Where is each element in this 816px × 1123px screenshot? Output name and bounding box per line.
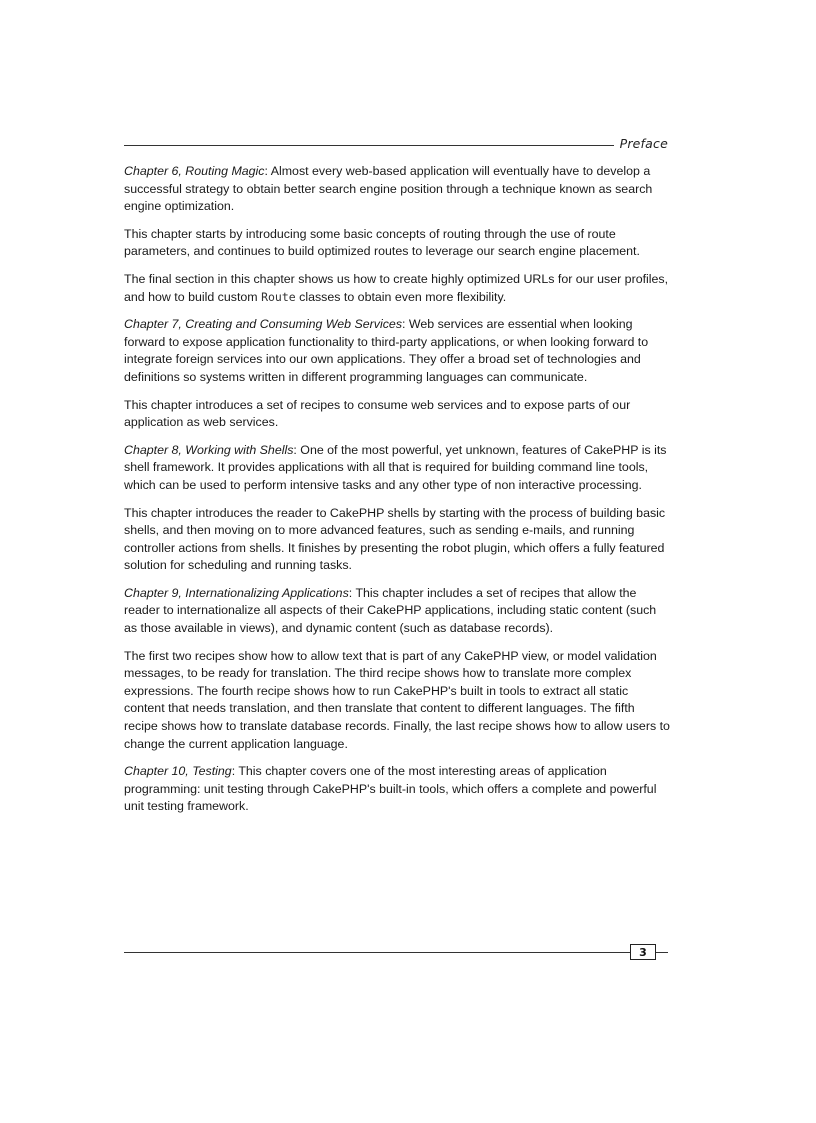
header-rule [124, 145, 614, 146]
header-title: Preface [619, 135, 668, 151]
chapter-6-title: Chapter 6, Routing Magic [124, 164, 265, 178]
chapter-7-title: Chapter 7, Creating and Consuming Web Services [124, 317, 403, 332]
paragraph-chapter-6-final [124, 271, 670, 306]
paragraph-chapter-9 [124, 585, 670, 638]
paragraph-chapter-7-intro [124, 397, 670, 432]
paragraph-chapter-8-intro [124, 505, 670, 575]
chapter-6-final-text-before: The final section in this chapter shows us how to create highly optimized URLs for our user profiles, and how to build custom [124, 271, 669, 304]
chapter-10-title: Chapter 10, Testing [124, 764, 232, 779]
chapter-10-description: : This chapter covers one of the most interesting areas of application programming: unit testing through CakePHP's built-in tools, which offers a complete and powerful unit testing framework. [124, 764, 657, 814]
footer-rule-tail [656, 952, 668, 953]
chapter-6-description: : Almost every web-based application will eventually have to develop a successful strategy to obtain better search engine position through a technique known as search engine optimization. [124, 164, 653, 214]
paragraph-chapter-6 [124, 163, 670, 216]
chapter-7-intro-text: This chapter introduces a set of recipes to consume web services and to expose parts of our application as web services. [124, 397, 631, 430]
chapter-9-title: Chapter 9, Internationalizing Applications [124, 585, 349, 600]
page-number-box [630, 944, 656, 960]
page-footer [124, 942, 668, 962]
paragraph-chapter-8 [124, 442, 670, 495]
chapter-6-final-text-after: classes to obtain even more flexibility. [295, 289, 507, 304]
route-code: Route [261, 289, 296, 304]
paragraph-chapter-6-intro [124, 226, 670, 261]
chapter-9-recipes-text: The first two recipes show how to allow text that is part of any CakePHP view, or model validation messages, to be ready for translation. The third recipe shows how to translate more complex expressions. The fourth recipe shows how to run CakePHP's built in tools to extract all static content that needs translation, and then translate that content to different languages. The fifth recipe shows how to translate database records. Finally, the last recipe shows how to allow users to change the current application language. [124, 648, 670, 751]
page-header [124, 134, 668, 152]
chapter-8-description: : One of the most powerful, yet unknown, features of CakePHP is its shell framework. It provides applications with all that is required for building command line tools, which can be used to perform intensive tasks and any other type of non interactive processing. [124, 442, 667, 492]
page-number: 3 [639, 945, 647, 959]
footer-rule [124, 952, 630, 953]
page-body [124, 163, 670, 826]
chapter-8-title: Chapter 8, Working with Shells [124, 442, 294, 457]
chapter-8-intro-text: This chapter introduces the reader to CakePHP shells by starting with the process of building basic shells, and then moving on to more advanced features, such as sending e-mails, and running controller actions from shells. It finishes by presenting the robot plugin, which offers a fully featured solution for scheduling and running tasks. [124, 505, 666, 573]
chapter-9-description: : This chapter includes a set of recipes that allow the reader to internationalize all aspects of their CakePHP applications, including static content (such as those available in views), and dynamic content (such as database records). [124, 585, 657, 636]
paragraph-chapter-10 [124, 763, 670, 816]
chapter-6-intro-text: This chapter starts by introducing some basic concepts of routing through the use of route parameters, and continues to build optimized routes to leverage our search engine placement. [124, 226, 640, 259]
chapter-7-description: : Web services are essential when looking forward to expose application functionality to third-party applications, or when looking forward to integrate foreign services into our own applications. They offer a broad set of technologies and definitions so systems written in different programming languages can communicate. [124, 317, 649, 384]
paragraph-chapter-7 [124, 316, 670, 386]
paragraph-chapter-9-recipes [124, 648, 670, 754]
